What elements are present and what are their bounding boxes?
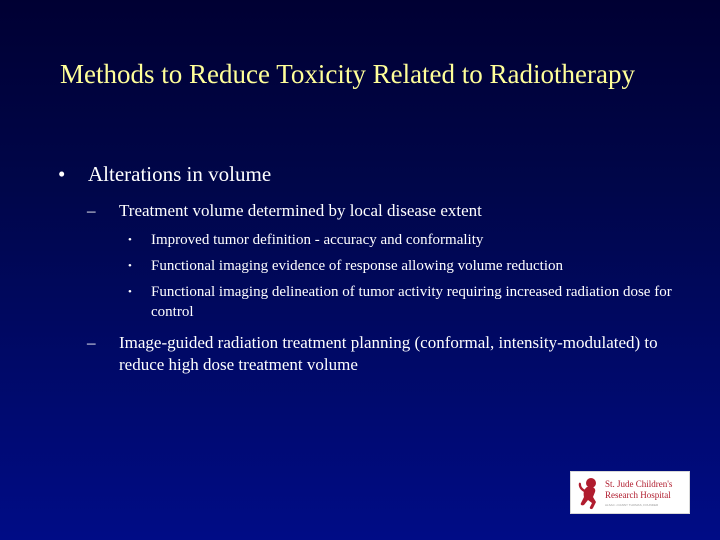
bullet-marker: • — [128, 260, 132, 272]
st-jude-child-silhouette-icon — [571, 472, 689, 513]
bullet-text-functional-imaging-delineation: Functional imaging delineation of tumor activity requiring increased radiation dose for control — [151, 284, 672, 320]
logo-tagline: ALSAC • DANNY THOMAS, FOUNDER — [605, 503, 659, 507]
logo-name-line1: St. Jude Children's — [605, 479, 673, 489]
bullet-text-functional-imaging-response: Functional imaging evidence of response allowing volume reduction — [151, 258, 563, 274]
slide-title: Methods to Reduce Toxicity Related to Radiotherapy — [60, 59, 635, 89]
bullet-level3 — [128, 282, 678, 322]
bullet-level2 — [87, 200, 678, 222]
bullet-text-alterations-in-volume: Alterations in volume — [88, 162, 272, 186]
bullet-marker: • — [128, 234, 132, 246]
dash-marker: – — [87, 201, 96, 220]
bullet-list — [58, 160, 678, 384]
bullet-text-treatment-volume: Treatment volume determined by local disease extent — [119, 201, 482, 220]
bullet-level3 — [128, 230, 678, 250]
bullet-level1 — [58, 160, 678, 188]
bullet-level3-list — [128, 230, 678, 322]
bullet-text-image-guided-planning: Image-guided radiation treatment planning (conformal, intensity-modulated) to reduce high dose treatment volume — [119, 333, 658, 374]
bullet-text-improved-tumor-definition: Improved tumor definition - accuracy and conformality — [151, 232, 484, 248]
bullet-marker: • — [58, 162, 66, 186]
bullet-level2 — [87, 332, 678, 376]
bullet-level3 — [128, 256, 678, 276]
dash-marker: – — [87, 333, 96, 352]
st-jude-logo — [570, 471, 690, 514]
logo-name-line2: Research Hospital — [605, 490, 671, 500]
bullet-marker: • — [128, 286, 132, 298]
